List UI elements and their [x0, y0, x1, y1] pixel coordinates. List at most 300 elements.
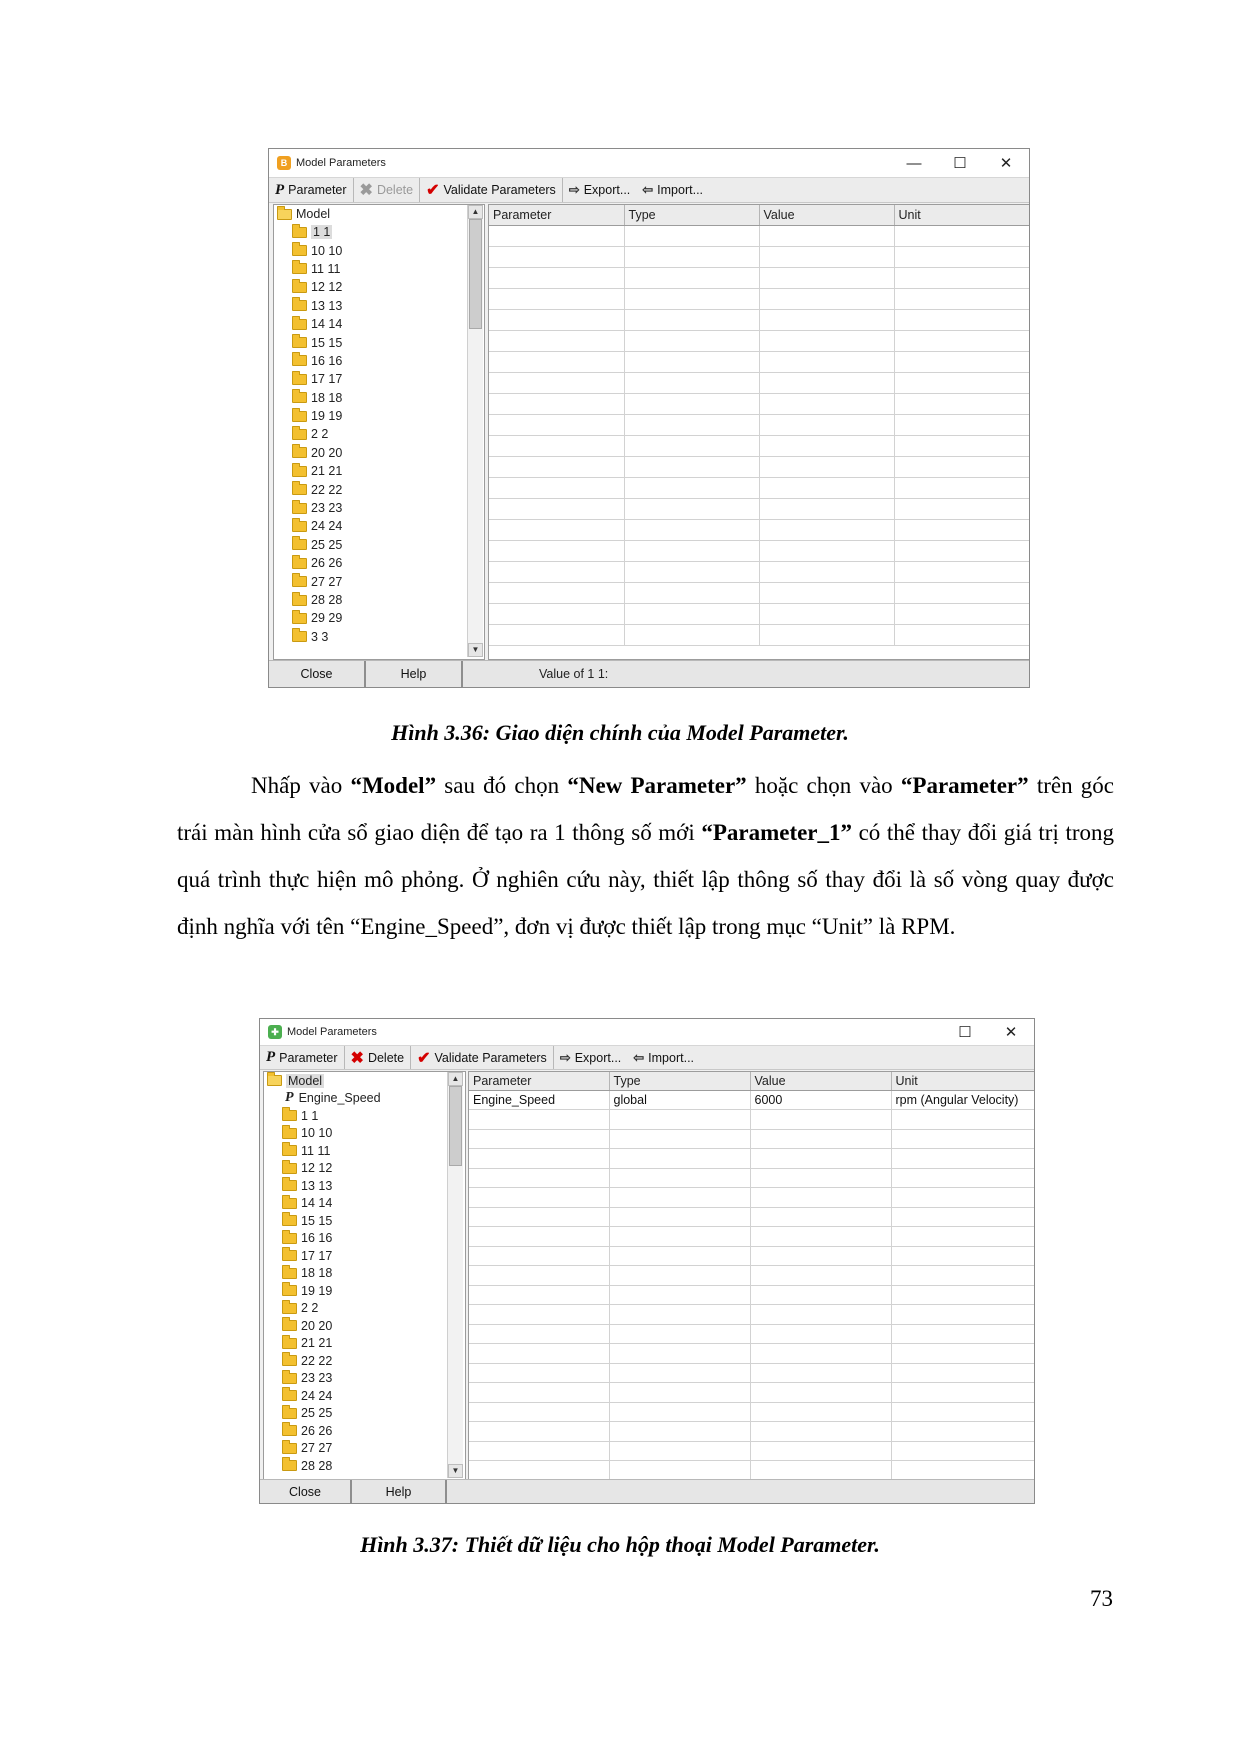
scroll-up-arrow[interactable]: ▲ [448, 1072, 463, 1086]
close-window-button[interactable]: ✕ [999, 155, 1013, 172]
tree-item[interactable] [264, 1405, 465, 1423]
folder-icon [282, 1215, 297, 1226]
window-title: Model Parameters [296, 157, 386, 169]
empty-cell [891, 1324, 1035, 1344]
tree-item[interactable] [274, 536, 484, 554]
folder-icon [282, 1443, 297, 1454]
empty-cell [624, 372, 759, 393]
tree-item-label: 15 15 [301, 1213, 333, 1228]
tree-item[interactable] [264, 1265, 465, 1283]
table-cell[interactable]: rpm (Angular Velocity) [891, 1090, 1035, 1110]
tree-item[interactable] [274, 389, 484, 407]
model-tree[interactable] [263, 1071, 466, 1481]
empty-cell [759, 393, 894, 414]
table-row[interactable] [469, 1090, 1035, 1110]
table-cell[interactable]: 6000 [750, 1090, 891, 1110]
empty-cell [891, 1285, 1035, 1305]
empty-cell [489, 435, 624, 456]
empty-cell [609, 1207, 750, 1227]
tree-item[interactable] [264, 1335, 465, 1353]
empty-cell [489, 540, 624, 561]
column-header-type[interactable]: Type [609, 1072, 750, 1090]
empty-row [489, 456, 1030, 477]
tree-item-label: 12 12 [301, 1161, 333, 1176]
empty-row [469, 1441, 1035, 1461]
model-tree[interactable] [273, 204, 485, 660]
empty-row [469, 1149, 1035, 1169]
empty-cell [624, 351, 759, 372]
empty-row [489, 519, 1030, 540]
empty-row [489, 372, 1030, 393]
table-cell[interactable]: Engine_Speed [469, 1090, 609, 1110]
empty-cell [750, 1344, 891, 1364]
export-label: Export... [574, 1050, 622, 1065]
tree-item[interactable] [264, 1247, 465, 1265]
empty-cell [894, 225, 1030, 246]
tree-item-engine-speed[interactable] [264, 1090, 465, 1108]
empty-cell [469, 1227, 609, 1247]
help-button[interactable]: Help [366, 661, 463, 687]
para-text-3: hoặc chọn vào [746, 773, 901, 798]
empty-cell [624, 330, 759, 351]
tree-item-label: 27 27 [311, 574, 343, 589]
import-label: Import... [648, 1050, 695, 1065]
title-bar [269, 149, 1029, 177]
empty-cell [624, 603, 759, 624]
tree-item-label: 22 22 [301, 1353, 333, 1368]
empty-cell [750, 1110, 891, 1130]
tree-item[interactable] [274, 517, 484, 535]
folder-icon [292, 392, 307, 403]
empty-cell [894, 351, 1030, 372]
delete-x-icon: ✖ [359, 182, 373, 199]
empty-row [489, 435, 1030, 456]
column-header-unit[interactable]: Unit [894, 205, 1030, 225]
empty-cell [624, 456, 759, 477]
empty-cell [624, 582, 759, 603]
tree-item-label: 12 12 [311, 280, 343, 295]
export-icon: ⇨ [559, 1049, 571, 1065]
close-button[interactable]: Close [260, 1480, 352, 1503]
tree-item-label: 15 15 [311, 335, 343, 350]
column-header-value[interactable]: Value [759, 205, 894, 225]
export-button[interactable] [563, 178, 636, 202]
empty-cell [891, 1149, 1035, 1169]
tree-item[interactable] [264, 1422, 465, 1440]
empty-cell [759, 288, 894, 309]
folder-icon [292, 411, 307, 422]
empty-cell [469, 1422, 609, 1442]
tree-item-label: 25 25 [301, 1406, 333, 1421]
empty-cell [609, 1188, 750, 1208]
empty-row [469, 1305, 1035, 1325]
empty-cell [894, 456, 1030, 477]
empty-cell [624, 414, 759, 435]
validate-parameters-button[interactable] [420, 178, 563, 202]
tree-item[interactable] [274, 333, 484, 351]
folder-icon [292, 576, 307, 587]
column-header-type[interactable]: Type [624, 205, 759, 225]
empty-row [489, 330, 1030, 351]
empty-cell [891, 1402, 1035, 1422]
parameter-grid[interactable] [468, 1071, 1035, 1481]
tree-item[interactable] [274, 241, 484, 259]
folder-icon [282, 1338, 297, 1349]
empty-row [489, 288, 1030, 309]
scroll-down-arrow[interactable]: ▼ [468, 643, 483, 657]
empty-cell [894, 330, 1030, 351]
tree-item-label: 13 13 [311, 298, 343, 313]
empty-cell [469, 1188, 609, 1208]
tree-root-model[interactable] [264, 1072, 465, 1090]
tree-item-label: 22 22 [311, 482, 343, 497]
tree-item[interactable] [274, 315, 484, 333]
empty-cell [609, 1363, 750, 1383]
tree-item[interactable] [274, 591, 484, 609]
folder-icon [282, 1110, 297, 1121]
tree-item-label: 2 2 [311, 427, 329, 442]
column-header-parameter[interactable]: Parameter [489, 205, 624, 225]
folder-icon [282, 1408, 297, 1419]
minimize-button[interactable]: — [906, 154, 922, 172]
tree-item-label: 19 19 [311, 409, 343, 424]
empty-cell [891, 1266, 1035, 1286]
empty-cell [750, 1461, 891, 1481]
empty-cell [489, 288, 624, 309]
empty-row [469, 1246, 1035, 1266]
empty-cell [750, 1246, 891, 1266]
tree-item[interactable] [264, 1107, 465, 1125]
para-text-2: sau đó chọn [436, 773, 568, 798]
empty-cell [750, 1441, 891, 1461]
empty-cell [891, 1383, 1035, 1403]
toolbar [269, 177, 1029, 203]
folder-icon [292, 337, 307, 348]
empty-cell [609, 1402, 750, 1422]
tree-item[interactable] [274, 370, 484, 388]
empty-cell [489, 414, 624, 435]
toolbar [260, 1045, 1034, 1070]
tree-item-label: 21 21 [301, 1336, 333, 1351]
scroll-down-arrow[interactable]: ▼ [448, 1464, 463, 1478]
maximize-button[interactable]: ☐ [953, 155, 967, 172]
tree-item-label: 18 18 [311, 390, 343, 405]
tree-item-label: 17 17 [301, 1248, 333, 1263]
import-icon: ⇦ [633, 1049, 645, 1065]
tree-item[interactable] [274, 462, 484, 480]
empty-row [489, 225, 1030, 246]
scroll-thumb[interactable] [449, 1086, 462, 1166]
tree-item-label: 1 1 [301, 1108, 319, 1123]
empty-cell [894, 414, 1030, 435]
help-button[interactable]: Help [352, 1480, 447, 1503]
model-parameters-window-1 [268, 148, 1030, 688]
empty-cell [469, 1324, 609, 1344]
delete-button[interactable] [354, 178, 421, 202]
tree-item[interactable] [274, 278, 484, 296]
tree-item[interactable] [264, 1317, 465, 1335]
empty-row [469, 1227, 1035, 1247]
tree-item[interactable] [274, 297, 484, 315]
empty-row [489, 414, 1030, 435]
tree-item-label: 27 27 [301, 1441, 333, 1456]
tree-item[interactable] [274, 554, 484, 572]
folder-open-icon [277, 209, 292, 220]
empty-cell [624, 393, 759, 414]
empty-cell [609, 1110, 750, 1130]
parameter-p-icon: P [285, 1090, 294, 1106]
tree-item-label: 28 28 [311, 593, 343, 607]
folder-icon [292, 245, 307, 256]
empty-cell [489, 246, 624, 267]
window-title: Model Parameters [287, 1026, 377, 1038]
empty-cell [891, 1441, 1035, 1461]
tree-item[interactable] [264, 1440, 465, 1458]
tree-item[interactable] [274, 628, 484, 646]
tree-item[interactable] [274, 572, 484, 590]
tree-item[interactable] [274, 425, 484, 443]
empty-cell [894, 267, 1030, 288]
tree-item[interactable] [264, 1370, 465, 1388]
close-button[interactable]: Close [269, 661, 366, 687]
empty-cell [894, 540, 1030, 561]
empty-cell [609, 1422, 750, 1442]
empty-row [489, 582, 1030, 603]
tree-item[interactable] [264, 1212, 465, 1230]
empty-cell [469, 1285, 609, 1305]
tree-root-model[interactable] [274, 205, 484, 223]
empty-cell [750, 1363, 891, 1383]
empty-cell [489, 267, 624, 288]
empty-row [469, 1344, 1035, 1364]
table-cell[interactable]: global [609, 1090, 750, 1110]
folder-icon [282, 1460, 297, 1471]
empty-cell [759, 498, 894, 519]
tree-item-label: 2 2 [301, 1301, 319, 1316]
empty-cell [750, 1324, 891, 1344]
empty-row [469, 1129, 1035, 1149]
empty-cell [624, 246, 759, 267]
folder-icon [292, 503, 307, 514]
tree-item[interactable] [264, 1387, 465, 1405]
tree-item[interactable] [264, 1195, 465, 1213]
empty-cell [609, 1441, 750, 1461]
column-header-unit[interactable]: Unit [891, 1072, 1035, 1090]
empty-cell [894, 435, 1030, 456]
tree-item-label: 18 18 [301, 1266, 333, 1281]
parameter-icon: P [275, 181, 285, 198]
empty-row [489, 246, 1030, 267]
parameter-icon: P [266, 1049, 276, 1065]
scroll-up-arrow[interactable]: ▲ [468, 205, 483, 219]
empty-cell [894, 624, 1030, 645]
scroll-thumb[interactable] [469, 219, 482, 329]
tree-item-label: 29 29 [311, 611, 343, 626]
tree-item-label: 16 16 [311, 353, 343, 368]
tree-item-label: 21 21 [311, 464, 343, 479]
tree-item-label: 3 3 [311, 629, 329, 644]
folder-icon [292, 466, 307, 477]
folder-icon [282, 1145, 297, 1156]
tree-item[interactable] [264, 1142, 465, 1160]
empty-cell [894, 288, 1030, 309]
tree-root-label: Model [296, 207, 331, 221]
tree-item[interactable] [264, 1160, 465, 1178]
empty-cell [891, 1344, 1035, 1364]
empty-row [489, 540, 1030, 561]
export-icon: ⇨ [568, 182, 580, 197]
para-bold-parameter-1: “Parameter_1” [701, 820, 853, 845]
folder-icon [292, 319, 307, 330]
app-icon: B [277, 156, 291, 170]
tree-item[interactable] [274, 223, 484, 241]
tree-item-label: 13 13 [301, 1178, 333, 1193]
parameter-button[interactable] [269, 178, 354, 202]
validate-parameters-button[interactable] [411, 1046, 554, 1069]
folder-icon [292, 595, 307, 606]
tree-root-label: Model [288, 1073, 323, 1088]
para-text-4: trên góc trái màn hình cửa sổ giao diện để tạo ra 1 thông số mới [177, 773, 1115, 845]
tree-item-label: Engine_Speed [298, 1091, 381, 1106]
tree-scrollbar[interactable] [447, 1072, 463, 1478]
folder-icon [292, 558, 307, 569]
import-button[interactable] [627, 1046, 700, 1069]
tree-item[interactable] [264, 1125, 465, 1143]
tree-item[interactable] [264, 1177, 465, 1195]
tree-item-label: 14 14 [311, 317, 343, 332]
folder-icon [282, 1390, 297, 1401]
empty-cell [894, 309, 1030, 330]
tree-item[interactable] [274, 260, 484, 278]
tree-item[interactable] [274, 609, 484, 627]
tree-item-label: 11 11 [301, 1143, 331, 1158]
empty-row [469, 1188, 1035, 1208]
empty-cell [489, 309, 624, 330]
delete-button[interactable] [345, 1046, 412, 1069]
figure-caption-2: Hình 3.37: Thiết dữ liệu cho hộp thoại Model Parameter. [360, 1532, 880, 1557]
folder-icon [292, 429, 307, 440]
tree-scrollbar[interactable] [467, 205, 483, 657]
tree-item[interactable] [274, 407, 484, 425]
empty-cell [624, 519, 759, 540]
folder-icon [282, 1320, 297, 1331]
empty-cell [759, 330, 894, 351]
empty-row [489, 393, 1030, 414]
parameter-grid[interactable] [488, 204, 1030, 660]
empty-cell [489, 582, 624, 603]
tree-item-label: 24 24 [301, 1388, 333, 1403]
folder-icon [282, 1285, 297, 1296]
empty-cell [750, 1285, 891, 1305]
tree-item-label: 25 25 [311, 537, 343, 552]
empty-cell [609, 1246, 750, 1266]
empty-cell [609, 1227, 750, 1247]
para-text-1: Nhấp vào [251, 773, 351, 798]
folder-icon [292, 631, 307, 642]
tree-item-label: 19 19 [301, 1283, 333, 1298]
empty-cell [750, 1402, 891, 1422]
tree-item[interactable] [274, 352, 484, 370]
empty-row [469, 1266, 1035, 1286]
empty-cell [891, 1246, 1035, 1266]
empty-row [489, 603, 1030, 624]
empty-cell [759, 267, 894, 288]
folder-icon [292, 374, 307, 385]
empty-cell [609, 1383, 750, 1403]
close-window-button[interactable]: ✕ [1004, 1024, 1018, 1041]
empty-cell [609, 1461, 750, 1481]
empty-row [469, 1207, 1035, 1227]
tree-item[interactable] [264, 1300, 465, 1318]
empty-cell [469, 1305, 609, 1325]
empty-cell [609, 1266, 750, 1286]
empty-cell [624, 540, 759, 561]
empty-cell [489, 477, 624, 498]
empty-row [469, 1110, 1035, 1130]
empty-cell [759, 225, 894, 246]
parameter-button[interactable] [260, 1046, 345, 1069]
para-bold-new-parameter: “New Parameter” [567, 773, 747, 798]
column-header-parameter[interactable]: Parameter [469, 1072, 609, 1090]
tree-item[interactable] [264, 1282, 465, 1300]
import-button[interactable] [636, 178, 709, 202]
empty-cell [489, 519, 624, 540]
tree-item-label: 10 10 [301, 1126, 333, 1141]
column-header-value[interactable]: Value [750, 1072, 891, 1090]
tree-item[interactable] [264, 1457, 465, 1475]
empty-cell [891, 1188, 1035, 1208]
empty-cell [469, 1402, 609, 1422]
tree-item[interactable] [264, 1352, 465, 1370]
tree-item[interactable] [274, 480, 484, 498]
empty-row [469, 1168, 1035, 1188]
empty-cell [609, 1129, 750, 1149]
tree-item[interactable] [264, 1230, 465, 1248]
folder-icon [282, 1268, 297, 1279]
checkmark-icon: ✔ [417, 1049, 431, 1067]
empty-cell [489, 225, 624, 246]
tree-item-label: 20 20 [301, 1318, 333, 1333]
empty-cell [469, 1441, 609, 1461]
tree-item[interactable] [274, 499, 484, 517]
empty-cell [750, 1227, 891, 1247]
folder-icon [292, 227, 307, 238]
empty-row [489, 624, 1030, 645]
empty-cell [489, 393, 624, 414]
validate-label: Validate Parameters [443, 183, 556, 197]
empty-cell [489, 372, 624, 393]
folder-icon [292, 539, 307, 550]
empty-cell [750, 1305, 891, 1325]
empty-cell [759, 414, 894, 435]
parameter-label: Parameter [288, 183, 347, 197]
empty-row [489, 477, 1030, 498]
figure-caption-1: Hình 3.36: Giao diện chính của Model Parameter. [391, 720, 849, 745]
tree-item-label: 16 16 [301, 1231, 333, 1246]
page-number: 73 [1090, 1586, 1113, 1611]
folder-icon [282, 1250, 297, 1261]
parameter-label: Parameter [279, 1050, 338, 1065]
maximize-button[interactable]: ☐ [958, 1024, 972, 1041]
folder-icon [282, 1233, 297, 1244]
para-bold-parameter: “Parameter” [900, 773, 1029, 798]
empty-cell [469, 1461, 609, 1481]
folder-open-icon [267, 1075, 282, 1086]
export-button[interactable] [554, 1046, 627, 1069]
tree-item[interactable] [274, 444, 484, 462]
empty-cell [891, 1110, 1035, 1130]
folder-icon [292, 447, 307, 458]
